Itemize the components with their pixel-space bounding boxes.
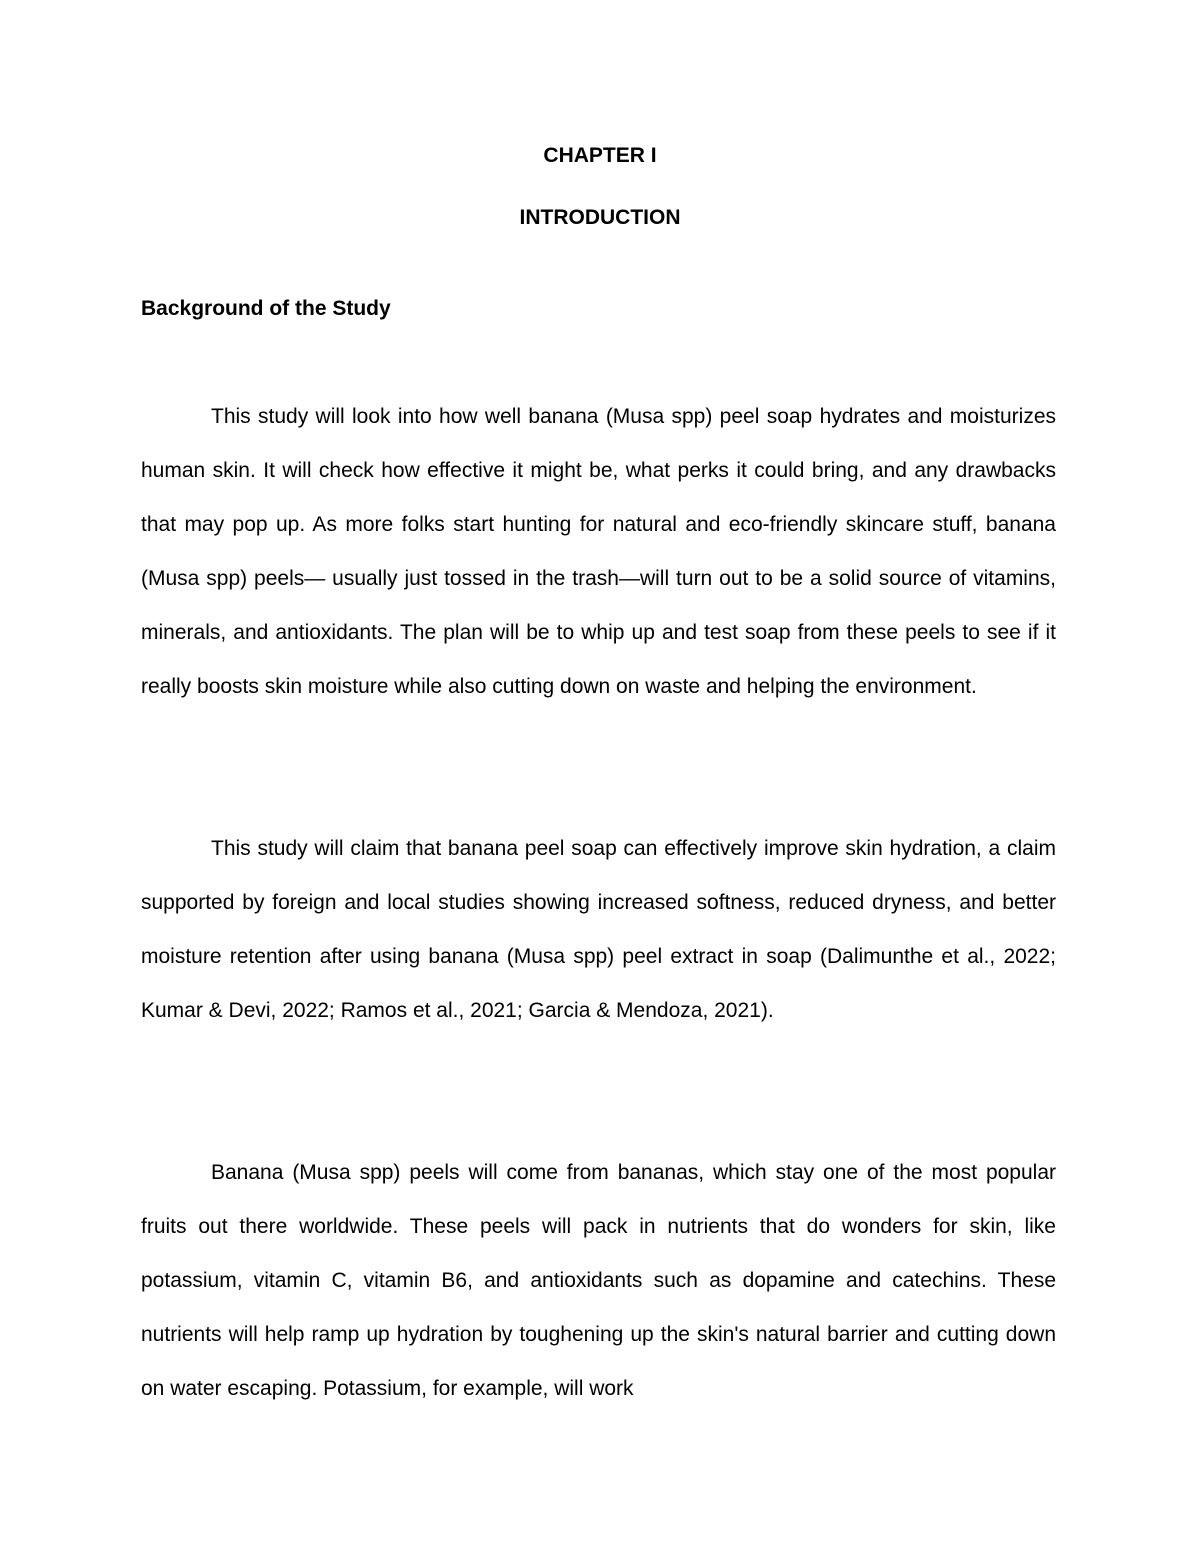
chapter-label: CHAPTER I [543, 144, 657, 167]
paragraph-1: This study will look into how well banana (Musa spp) peel soap hydrates and moisturizes human skin. It will check how effective it might be, what perks it could bring, and any drawbacks that may pop up. As more folks start hunting for natural and eco-friendly skincare stuff, banana (Musa spp) peels— usually just tossed in the trash—will turn out to be a solid source of vitamins, minerals, and antioxidants. The plan will be to whip up and test soap from these peels to see if it really boosts skin moisture while also cutting down on waste and helping the environment. [141, 405, 1056, 698]
chapter-title: INTRODUCTION [519, 206, 681, 229]
paragraph-2: This study will claim that banana peel soap can effectively improve skin hydration, a claim supported by foreign and local studies showing increased softness, reduced dryness, and better moisture retention after using banana (Musa spp) peel extract in soap (Dalimunthe et al., 2022; Kumar & Devi, 2022; Ramos et al., 2021; Garcia & Mendoza, 2021). [141, 837, 1056, 1022]
section-heading: Background of the Study [141, 297, 391, 320]
paragraph-3: Banana (Musa spp) peels will come from bananas, which stay one of the most popular fruits out there worldwide. These peels will pack in nutrients that do wonders for skin, like potassium, vitamin C, vitamin B6, and antioxidants such as dopamine and catechins. These nutrients will help ramp up hydration by toughening up the skin's natural barrier and cutting down on water escaping. Potassium, for example, will work [141, 1161, 1056, 1400]
